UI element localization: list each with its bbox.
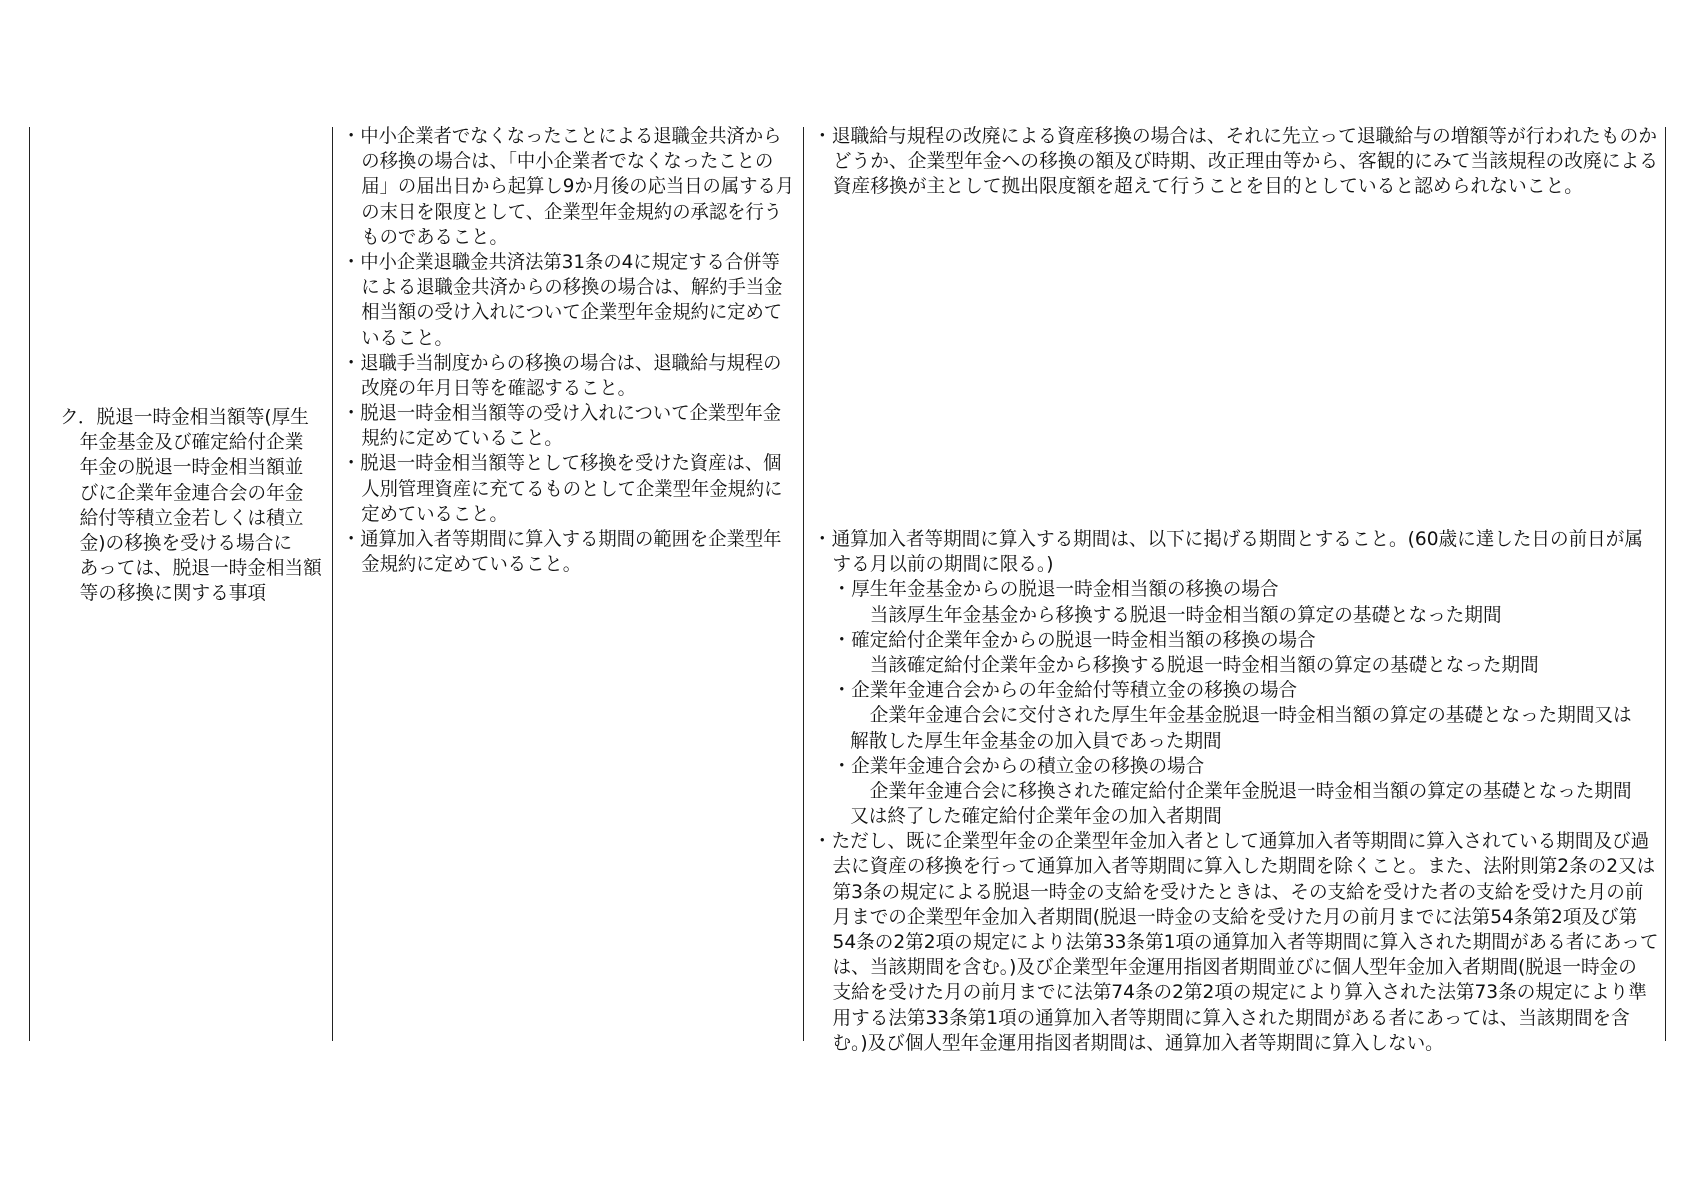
text-line: ・通算加入者等期間に算入する期間の範囲を企業型年 [342,528,782,550]
text-line: ・退職給与規程の改廃による資産移換の場合は、それに先立って退職給与の増額等が行われたものか [813,125,1658,147]
text-line: ・脱退一時金相当額等として移換を受けた資産は、個 [342,452,782,475]
text-line: 人別管理資産に充てるものとして企業型年金規約に [361,477,783,500]
text-line: ク．脱退一時金相当額等(厚生 [60,406,309,428]
text-line: の移換の場合は、「中小企業者でなくなったことの [361,150,774,173]
text-line: 金規約に定めていること。 [361,553,582,576]
text-line: 当該厚生年金基金から移換する脱退一時金相当額の算定の基礎となった期間 [869,603,1502,626]
table-border-left [29,127,30,1041]
text-line: ・中小企業者でなくなったことによる退職金共済から [342,125,782,147]
review-points-cell [342,124,811,577]
text-line: 第3条の規定による脱退一時金の支給を受けたときは、その支給を受けた者の支給を受けた月の前 [832,880,1644,903]
text-line: 届」の届出日から起算し9か月後の応当日の属する月 [361,175,795,198]
text-line: ものであること。 [361,225,508,248]
notes-cell-bottom [813,527,1677,1056]
text-line: 金)の移換を受ける場合に [79,531,292,554]
text-line: 規約に定めていること。 [361,427,563,450]
text-line: 等の移換に関する事項 [79,582,267,605]
text-line: 改廃の年月日等を確認すること。 [361,376,636,399]
text-line: いること。 [361,326,453,349]
text-line: 定めていること。 [361,502,508,525]
item-heading-cell [60,405,327,607]
text-line: ・通算加入者等期間に算入する期間は、以下に掲げる期間とすること。(60歳に達した日の前日が属 [813,528,1643,550]
text-line: 解散した厚生年金基金の加入員であった期間 [850,729,1222,752]
text-line: 当該確定給付企業年金から移換する脱退一時金相当額の算定の基礎となった期間 [869,653,1539,676]
table-border-col2 [332,127,333,1041]
text-line: による退職金共済からの移換の場合は、解約手当金 [361,276,783,299]
text-line: 年金基金及び確定給付企業 [79,431,304,454]
text-line: 月までの企業型年金加入者期間(脱退一時金の支給を受けた月の前月までに法第54条第2項及び第 [832,905,1638,928]
text-line: は、当該期間を含む。)及び企業型年金運用指図者期間並びに個人型年金加入者期間(脱退一時金の [832,956,1637,979]
text-line: 企業年金連合会に移換された確定給付企業年金脱退一時金相当額の算定の基礎となった期間 [869,779,1632,802]
text-line: ・企業年金連合会からの積立金の移換の場合 [832,754,1205,777]
text-line: 去に資産の移換を行って通算加入者等期間に算入した期間を除くこと。また、法附則第2条の2又は [832,855,1656,878]
text-line: ・中小企業退職金共済法第31条の4に規定する合併等 [342,250,780,273]
text-line: ・企業年金連合会からの年金給付等積立金の移換の場合 [832,679,1298,702]
text-line: 54条の2第2項の規定により法第33条第1項の通算加入者等期間に算入された期間がある者にあって [832,931,1659,953]
text-line: 資産移換が主として拠出限度額を超えて行うことを目的としていると認められないこと。 [832,175,1583,198]
text-line: あっては、脱退一時金相当額 [79,557,322,580]
text-line: 給付等積立金若しくは積立 [79,506,304,529]
text-line: む。)及び個人型年金運用指図者期間は、通算加入者等期間に算入しない。 [832,1031,1444,1054]
text-line: 企業年金連合会に交付された厚生年金基金脱退一時金相当額の算定の基礎となった期間又は [869,704,1632,727]
text-line: どうか、企業型年金への移換の額及び時期、改正理由等から、客観的にみて当該規程の改廃による [832,150,1659,173]
text-line: ・退職手当制度からの移換の場合は、退職給与規程の [342,351,782,374]
text-line: の末日を限度として、企業型年金規約の承認を行う [361,200,783,223]
text-line: 又は終了した確定給付企業年金の加入者期間 [850,805,1222,828]
text-line: 用する法第33条第1項の通算加入者等期間に算入された期間がある者にあっては、当該期間を含 [832,1006,1630,1029]
text-line: びに企業年金連合会の年金 [79,481,304,504]
text-line: 年金の脱退一時金相当額並 [79,456,304,479]
notes-cell-top [813,124,1669,200]
text-line: ・脱退一時金相当額等の受け入れについて企業型年金 [342,402,782,425]
text-line: ・確定給付企業年金からの脱退一時金相当額の移換の場合 [832,628,1316,651]
text-line: する月以前の期間に限る。) [832,553,1054,576]
text-line: ・ただし、既に企業型年金の企業型年金加入者として通算加入者等期間に算入されている期間及び過 [813,830,1650,853]
text-line: 相当額の受け入れについて企業型年金規約に定めて [361,301,783,324]
text-line: ・厚生年金基金からの脱退一時金相当額の移換の場合 [832,578,1279,601]
text-line: 支給を受けた月の前月までに法第74条の2第2項の規定により算入された法第73条の規定により準 [832,981,1647,1004]
